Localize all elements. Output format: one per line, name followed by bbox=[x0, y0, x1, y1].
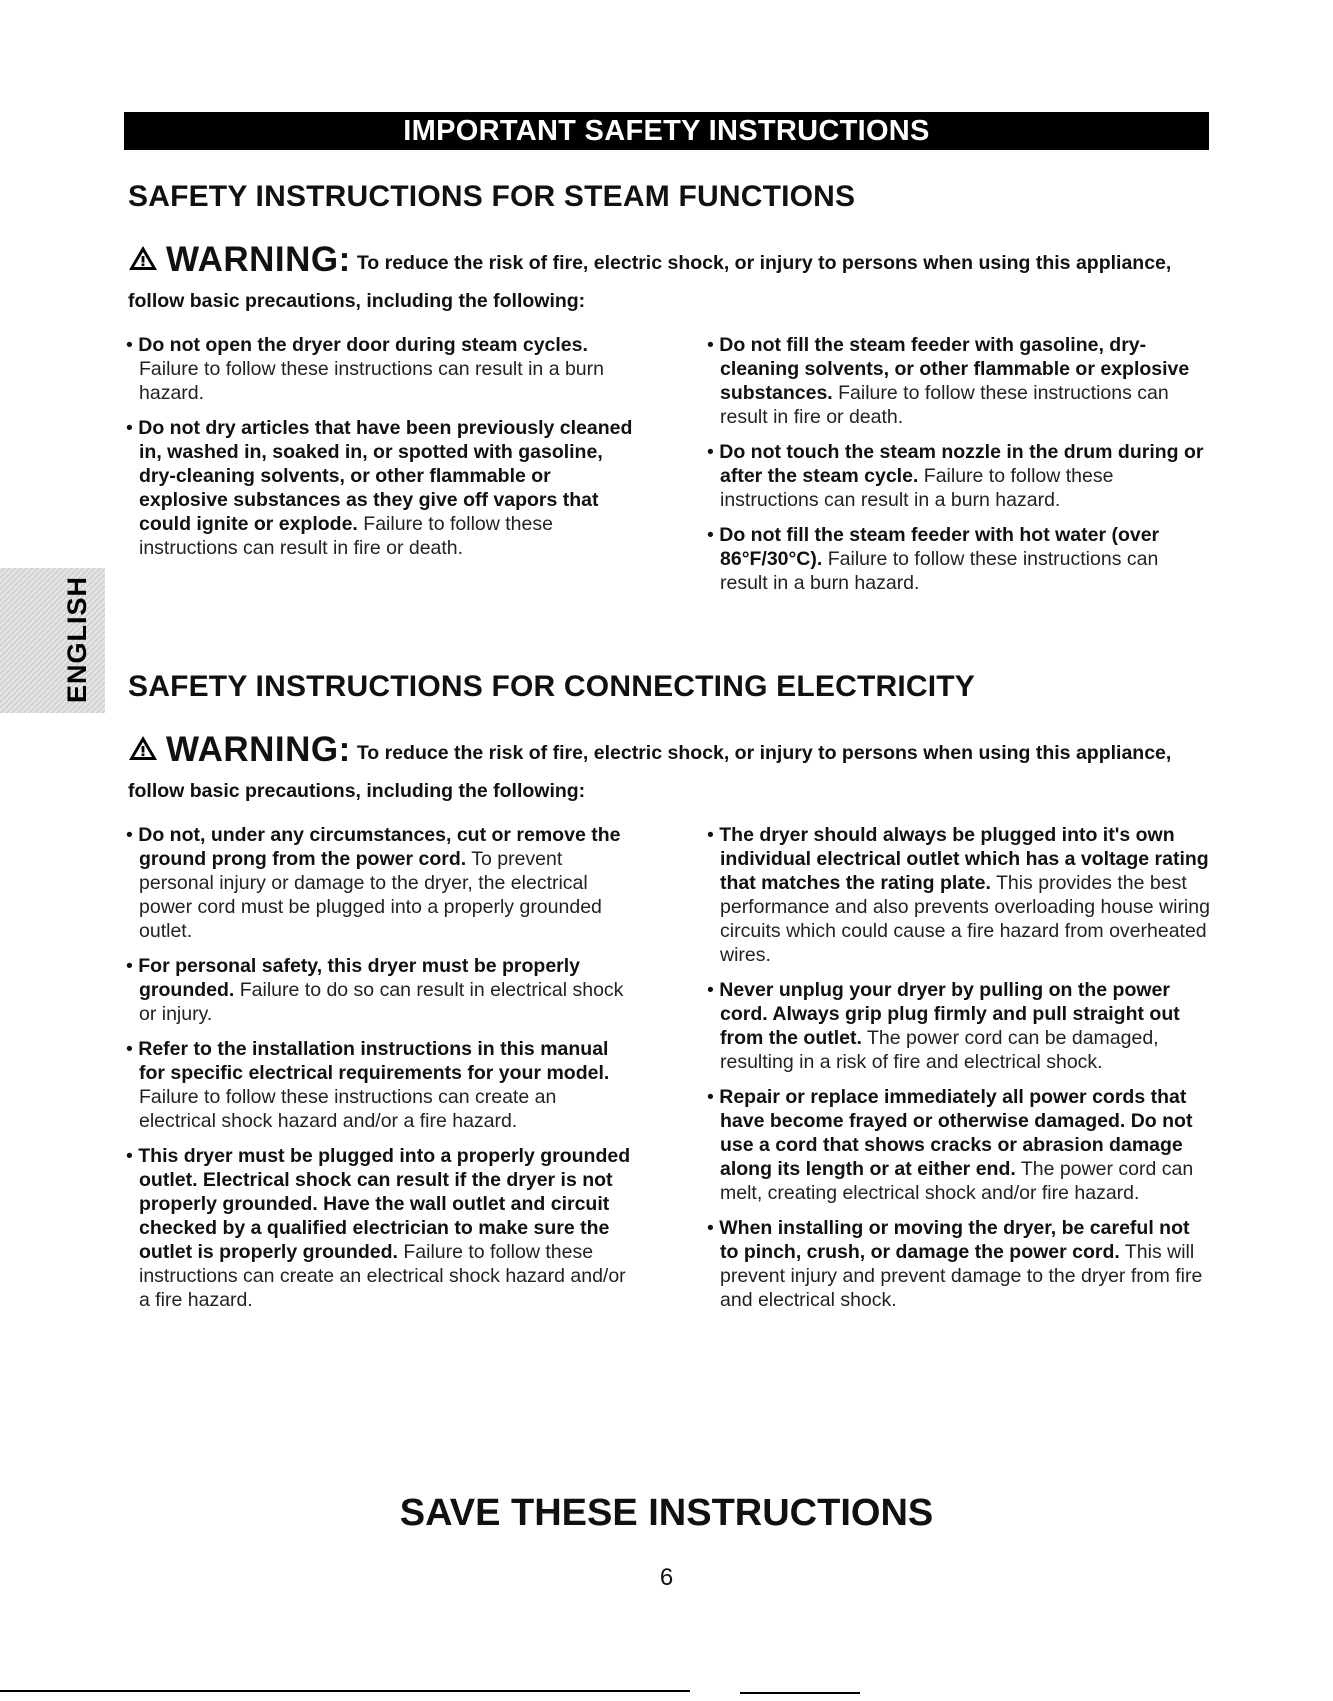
list-item: • For personal safety, this dryer must be properly grounded. Failure to do so can result in electrical shock or injury. bbox=[126, 955, 624, 1025]
electricity-left-column bbox=[126, 823, 636, 1323]
list-item: • Do not, under any circumstances, cut or remove the ground prong from the power cord. To prevent personal injury or damage to the dryer, the electrical power cord must be plugged into a properly grounded outlet. bbox=[126, 824, 621, 942]
steam-right-column bbox=[707, 333, 1207, 606]
warning-label: WARNING: bbox=[166, 730, 351, 769]
list-item: • Do not fill the steam feeder with hot water (over 86°F/30°C). Failure to follow these instructions can result in a burn hazard. bbox=[707, 524, 1160, 594]
steam-warning bbox=[128, 240, 1213, 313]
warning-continuation: follow basic precautions, including the following: bbox=[128, 290, 586, 312]
list-item: • This dryer must be plugged into a properly grounded outlet. Electrical shock can result if the dryer is not properly grounded. Have the wall outlet and circuit checked by a qualified electrician to make sure the outlet is properly grounded. Failure to follow these instructions can create an electrical shock hazard and/or a fire hazard. bbox=[126, 1145, 631, 1311]
electricity-right-column bbox=[707, 823, 1212, 1323]
warning-label: WARNING: bbox=[166, 240, 351, 279]
warning-triangle-icon bbox=[128, 735, 158, 761]
steam-left-column bbox=[126, 333, 636, 571]
warning-text: To reduce the risk of fire, electric shock, or injury to persons when using this appliance, bbox=[356, 252, 1172, 274]
bottom-rule-short bbox=[740, 1692, 860, 1694]
warning-triangle-icon bbox=[128, 245, 158, 271]
steam-section-title: SAFETY INSTRUCTIONS FOR STEAM FUNCTIONS bbox=[128, 180, 856, 213]
safety-banner: IMPORTANT SAFETY INSTRUCTIONS bbox=[124, 112, 1209, 150]
page-number: 6 bbox=[659, 1564, 674, 1591]
electricity-section-title: SAFETY INSTRUCTIONS FOR CONNECTING ELECTRICITY bbox=[128, 670, 976, 703]
list-item: • When installing or moving the dryer, be careful not to pinch, crush, or damage the power cord. This will prevent injury and prevent damage to the dryer from fire and electrical shock. bbox=[707, 1217, 1203, 1311]
list-item: • Do not dry articles that have been previously cleaned in, washed in, soaked in, or spotted with gasoline, dry-cleaning solvents, or other flammable or explosive substances as they give off vapors that could ignite or explode. Failure to follow these instructions can result in fire or death. bbox=[126, 417, 633, 559]
list-item: • Do not touch the steam nozzle in the drum during or after the steam cycle. Failure to follow these instructions can result in a burn hazard. bbox=[707, 441, 1204, 511]
list-item: • The dryer should always be plugged into it's own individual electrical outlet which has a voltage rating that matches the rating plate. This provides the best performance and also prevents overloading house wiring circuits which could cause a fire hazard from overheated wires. bbox=[707, 824, 1210, 966]
list-item: • Repair or replace immediately all power cords that have become frayed or otherwise damaged. Do not use a cord that shows cracks or abrasion damage along its length or at either end. The power cord can melt, creating electrical shock and/or fire hazard. bbox=[707, 1086, 1194, 1204]
electricity-warning bbox=[128, 730, 1213, 803]
list-item: • Do not open the dryer door during steam cycles. Failure to follow these instructions can result in a burn hazard. bbox=[126, 334, 604, 404]
warning-continuation: follow basic precautions, including the following: bbox=[128, 780, 586, 802]
list-item: • Refer to the installation instructions in this manual for specific electrical requirements for your model. Failure to follow these instructions can create an electrical shock hazard and/or a fire hazard. bbox=[126, 1038, 610, 1132]
list-item: • Do not fill the steam feeder with gasoline, dry-cleaning solvents, or other flammable or explosive substances. Failure to follow these instructions can result in fire or death. bbox=[707, 334, 1190, 428]
save-instructions-heading: SAVE THESE INSTRUCTIONS bbox=[399, 1492, 934, 1534]
bottom-rule bbox=[0, 1690, 690, 1692]
warning-text: To reduce the risk of fire, electric shock, or injury to persons when using this appliance, bbox=[356, 742, 1172, 764]
language-tab-label: ENGLISH bbox=[62, 575, 92, 703]
list-item: • Never unplug your dryer by pulling on the power cord. Always grip plug firmly and pull straight out from the outlet. The power cord can be damaged, resulting in a risk of fire and electrical shock. bbox=[707, 979, 1180, 1073]
